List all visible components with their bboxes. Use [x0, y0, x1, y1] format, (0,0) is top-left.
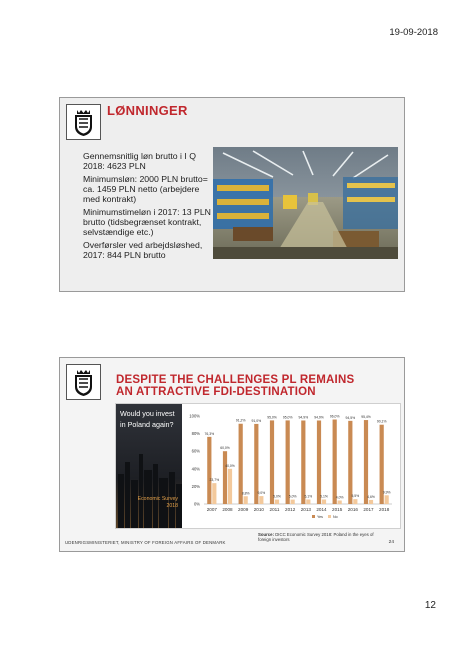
bar-no-2018	[385, 495, 389, 504]
y-tick-label: 60%	[191, 448, 200, 454]
data-label-no-2015: 4,0%	[335, 495, 344, 500]
slide-number: 24	[388, 540, 394, 545]
data-label-yes-2016: 94,5%	[345, 415, 356, 420]
page-number: 12	[424, 600, 436, 611]
bar-yes-2011	[270, 420, 274, 504]
survey-question: Would you invest in Poland again?	[120, 409, 175, 429]
data-label-no-2013: 5,1%	[304, 494, 313, 499]
ministry-footer: UDENRIGSMINISTERIET, MINISTRY OF FOREIGN AFFAIRS OF DENMARK	[65, 540, 226, 545]
data-label-yes-2014: 94,9%	[314, 415, 324, 420]
y-tick-label: 100%	[189, 413, 200, 419]
bar-yes-2016	[348, 421, 352, 504]
data-label-yes-2017: 95,4%	[361, 415, 371, 420]
y-tick-label: 0%	[193, 501, 200, 507]
bar-no-2011	[275, 500, 279, 504]
bar-no-2016	[353, 499, 357, 504]
bullet-minimum-hourly: Minimumstimeløn i 2017: 13 PLN brutto (tidsbegrænset kontrakt, selvstændige etc.)	[83, 207, 211, 237]
data-label-no-2007: 23,7%	[209, 478, 220, 483]
data-label-yes-2018: 90,1%	[376, 419, 387, 424]
data-label-yes-2012: 95,0%	[282, 415, 293, 420]
x-tick-label-2017: 2017	[363, 507, 374, 512]
data-label-no-2016: 5,5%	[351, 494, 360, 499]
data-label-no-2009: 8,8%	[241, 491, 250, 496]
chart-card	[115, 403, 401, 529]
title-line-1: DESPITE THE CHALLENGES PL REMAINS	[116, 374, 355, 386]
chart-source	[258, 532, 378, 542]
data-label-yes-2015: 96,0%	[329, 414, 340, 419]
bar-no-2013	[306, 500, 310, 504]
slide-title: LØNNINGER	[107, 103, 188, 118]
x-tick-label-2012: 2012	[285, 507, 296, 512]
legend-swatch-yes	[312, 515, 315, 518]
data-label-yes-2008: 60,0%	[220, 446, 230, 451]
bar-no-2012	[291, 500, 295, 504]
data-label-yes-2010: 91,0%	[251, 418, 262, 423]
bar-no-2009	[244, 496, 248, 504]
y-tick-label: 80%	[191, 431, 200, 437]
slide-fdi-destination	[59, 357, 405, 552]
bar-no-2007	[212, 483, 216, 504]
bar-no-2008	[228, 469, 232, 504]
legend-label-yes: Yes	[317, 515, 323, 519]
bullet-minimum-wage: Minimumsløn: 2000 PLN brutto= ca. 1459 PLN netto (arbejdere med kontrakt)	[83, 174, 208, 204]
source-text: DICC Economic Survey 2018: Poland in the eyes of foreign investors	[258, 532, 374, 542]
bar-no-2015	[338, 500, 342, 504]
y-tick-label: 40%	[191, 466, 200, 472]
slide-lonninger	[59, 97, 405, 292]
legend-label-no: No	[333, 515, 338, 519]
data-label-no-2011: 5,0%	[273, 494, 281, 499]
bullet-list	[83, 151, 213, 263]
bar-yes-2008	[223, 451, 227, 504]
x-tick-label-2016: 2016	[347, 507, 358, 512]
coat-of-arms-logo	[66, 104, 101, 140]
data-label-yes-2007: 76,3%	[204, 431, 215, 436]
bar-yes-2007	[207, 437, 211, 504]
bar-no-2017	[369, 500, 373, 504]
legend-swatch-no	[328, 515, 331, 518]
data-label-no-2017: 4,6%	[367, 494, 375, 499]
x-tick-label-2018: 2018	[379, 507, 390, 512]
source-label: Source:	[258, 532, 274, 537]
bar-no-2010	[259, 496, 263, 504]
x-tick-label-2011: 2011	[269, 507, 280, 512]
bar-yes-2013	[301, 420, 305, 504]
bar-yes-2014	[317, 420, 321, 504]
data-label-yes-2009: 91,2%	[235, 418, 246, 423]
coat-of-arms-logo	[66, 364, 101, 400]
x-tick-label-2009: 2009	[238, 507, 249, 512]
warehouse-photo	[213, 147, 398, 259]
x-tick-label-2013: 2013	[300, 507, 311, 512]
x-tick-label-2010: 2010	[253, 507, 264, 512]
data-label-no-2014: 5,1%	[320, 494, 328, 499]
survey-label: Economic Survey 2018	[137, 496, 178, 509]
bar-yes-2015	[333, 420, 337, 504]
bar-yes-2017	[364, 420, 368, 504]
data-label-no-2008: 40,0%	[225, 463, 235, 468]
slide-title	[116, 374, 354, 398]
y-tick-label: 20%	[191, 483, 200, 489]
data-label-yes-2013: 94,9%	[298, 415, 309, 420]
x-tick-label-2014: 2014	[316, 507, 327, 512]
data-label-no-2010: 9,0%	[257, 491, 266, 496]
data-label-no-2018: 9,9%	[382, 490, 391, 495]
city-skyline-panel	[116, 404, 182, 528]
title-line-2: AN ATTRACTIVE FDI-DESTINATION	[116, 386, 316, 398]
x-tick-label-2015: 2015	[332, 507, 343, 512]
bar-yes-2012	[286, 420, 290, 504]
data-label-no-2012: 5,0%	[288, 494, 297, 499]
x-tick-label-2008: 2008	[222, 507, 233, 512]
bullet-unemployment: Overførsler ved arbejdsløshed, 2017: 844 PLN brutto	[83, 240, 203, 260]
bullet-average-wage: Gennemsnitlig løn brutto i I Q 2018: 4623 PLN	[83, 151, 196, 171]
data-label-yes-2011: 95,0%	[267, 415, 277, 420]
bar-no-2014	[322, 500, 326, 504]
page-date: 19-09-2018	[389, 27, 438, 38]
bar-chart	[182, 404, 400, 528]
x-tick-label-2007: 2007	[206, 507, 217, 512]
